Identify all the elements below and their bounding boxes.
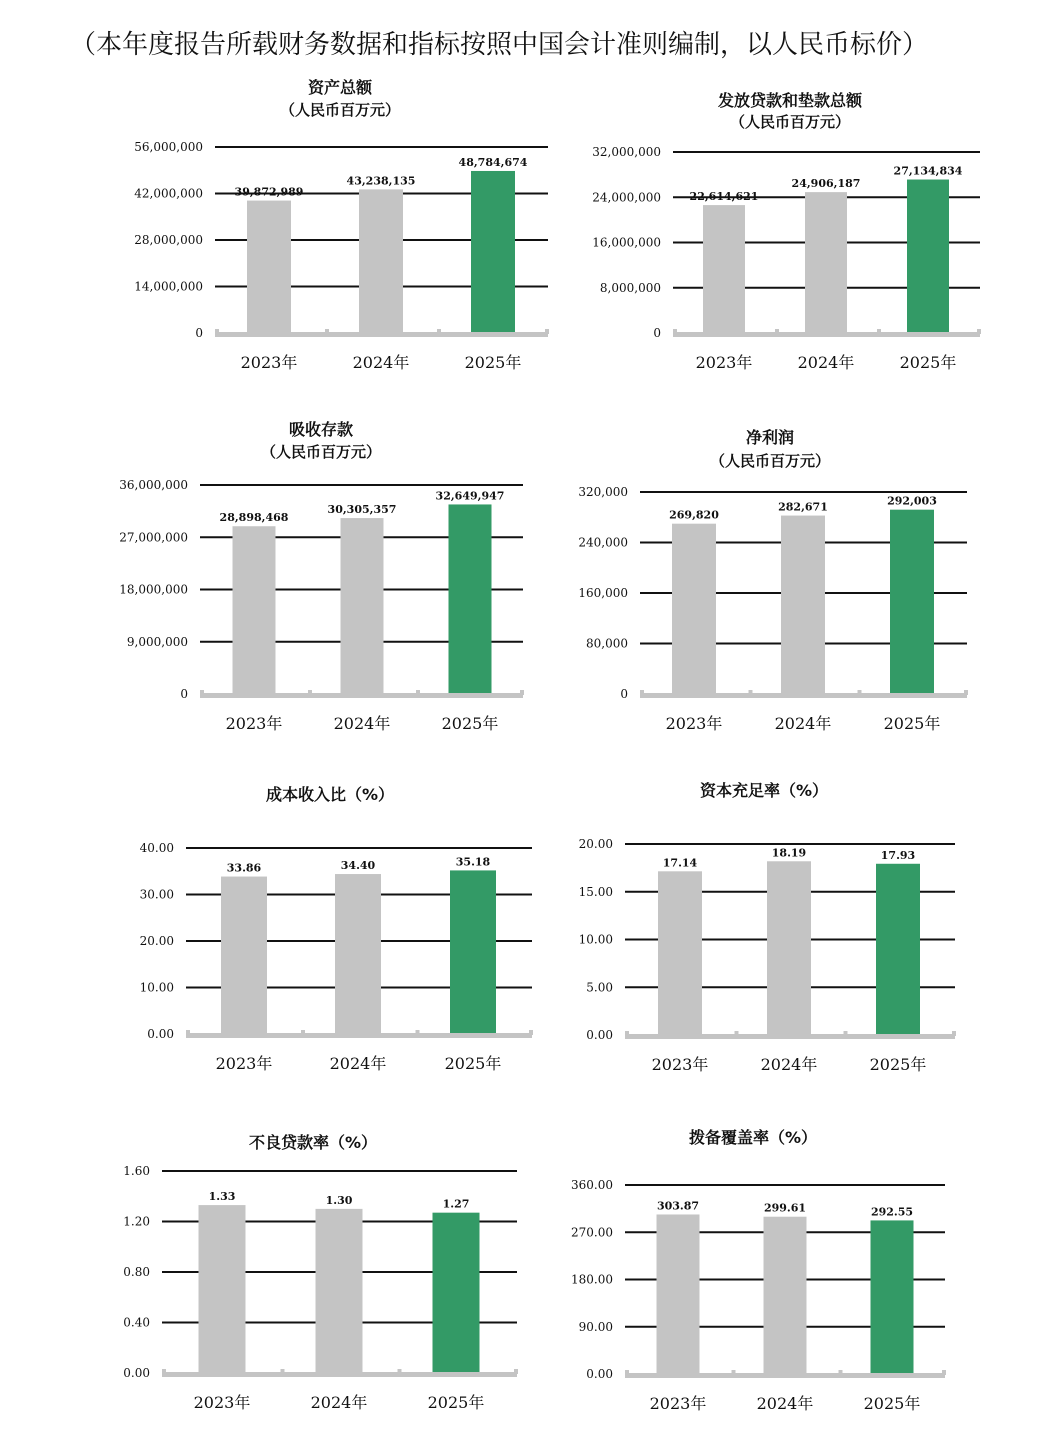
x-category-label: 2025年 xyxy=(869,1055,927,1074)
axis-tick-mark xyxy=(942,1370,946,1375)
axis-tick-mark xyxy=(735,1031,739,1036)
axis-tick-mark xyxy=(416,690,420,695)
x-axis-baseline xyxy=(625,1034,955,1039)
data-label: 43,238,135 xyxy=(346,174,416,188)
y-tick-label: 28,000,000 xyxy=(134,233,203,247)
data-label: 27,134,834 xyxy=(893,164,963,178)
bar-1 xyxy=(221,877,267,1034)
axis-tick-mark xyxy=(640,690,644,695)
x-category-label: 2024年 xyxy=(352,353,410,372)
x-category-label: 2023年 xyxy=(240,353,298,372)
chart-title: 净利润 xyxy=(745,428,795,447)
bar-3 xyxy=(876,864,920,1035)
axis-tick-mark xyxy=(952,1031,956,1036)
chart-subtitle: （人民币百万元） xyxy=(729,113,851,131)
chart-title: 发放贷款和垫款总额 xyxy=(717,91,863,110)
axis-tick-mark xyxy=(186,1030,190,1035)
bar-3 xyxy=(871,1220,914,1374)
data-label: 24,906,187 xyxy=(791,177,861,191)
y-tick-label: 10.00 xyxy=(139,980,174,995)
data-label: 1.33 xyxy=(208,1190,236,1204)
y-tick-label: 0.00 xyxy=(586,1367,613,1381)
bar-1 xyxy=(657,1214,700,1374)
y-tick-label: 10.00 xyxy=(578,932,613,947)
data-label: 18.19 xyxy=(771,846,807,860)
x-category-label: 2025年 xyxy=(883,714,941,733)
axis-tick-mark xyxy=(625,1031,629,1036)
y-tick-label: 180.00 xyxy=(571,1272,613,1287)
data-label: 48,784,674 xyxy=(458,155,528,169)
y-tick-label: 0.00 xyxy=(586,1028,613,1042)
y-tick-label: 0 xyxy=(653,326,661,340)
data-label: 17.14 xyxy=(662,856,698,870)
y-tick-label: 42,000,000 xyxy=(134,186,203,201)
x-category-label: 2024年 xyxy=(760,1055,818,1074)
data-label: 33.86 xyxy=(226,861,262,875)
axis-tick-mark xyxy=(625,1370,629,1375)
bar-3 xyxy=(907,180,949,333)
data-label: 269,820 xyxy=(669,508,719,522)
axis-tick-mark xyxy=(673,329,677,334)
x-category-label: 2025年 xyxy=(427,1393,485,1412)
axis-tick-mark xyxy=(162,1369,166,1374)
data-label: 39,872,989 xyxy=(234,185,304,199)
chart-subtitle: （人民币百万元） xyxy=(279,101,401,119)
y-tick-label: 30.00 xyxy=(139,887,174,902)
x-category-label: 2023年 xyxy=(225,714,283,733)
x-category-label: 2024年 xyxy=(756,1394,814,1413)
chart-title: 不良贷款率（%） xyxy=(248,1133,378,1152)
x-category-label: 2025年 xyxy=(863,1394,921,1413)
y-tick-label: 36,000,000 xyxy=(119,478,188,492)
axis-tick-mark xyxy=(281,1369,285,1374)
y-tick-label: 9,000,000 xyxy=(126,634,188,649)
data-label: 292.55 xyxy=(870,1205,914,1219)
y-tick-label: 20.00 xyxy=(139,934,174,948)
x-category-label: 2023年 xyxy=(649,1394,707,1413)
axis-tick-mark xyxy=(514,1369,518,1374)
bar-2 xyxy=(781,516,825,694)
axis-tick-mark xyxy=(520,690,524,695)
y-tick-label: 90.00 xyxy=(578,1319,613,1334)
x-category-label: 2024年 xyxy=(310,1393,368,1412)
bar-2 xyxy=(316,1209,363,1373)
y-tick-label: 0 xyxy=(180,687,188,701)
x-category-label: 2025年 xyxy=(464,353,522,372)
y-tick-label: 0.80 xyxy=(123,1265,150,1279)
y-tick-label: 14,000,000 xyxy=(134,279,203,294)
chart-title: 资产总额 xyxy=(307,78,373,97)
bar-1 xyxy=(247,201,291,333)
axis-tick-mark xyxy=(308,690,312,695)
y-tick-label: 320,000 xyxy=(578,485,628,499)
y-tick-label: 360.00 xyxy=(571,1178,613,1192)
x-axis-baseline xyxy=(673,332,980,337)
x-category-label: 2025年 xyxy=(444,1054,502,1073)
y-tick-label: 1.20 xyxy=(123,1214,150,1229)
x-category-label: 2023年 xyxy=(193,1393,251,1412)
axis-tick-mark xyxy=(877,329,881,334)
bar-1 xyxy=(233,526,276,694)
axis-tick-mark xyxy=(437,329,441,334)
bar-2 xyxy=(805,192,847,333)
bar-3 xyxy=(450,870,496,1034)
chart-title: 资本充足率（%） xyxy=(699,781,829,800)
y-tick-label: 0.00 xyxy=(123,1366,150,1380)
bar-3 xyxy=(433,1213,480,1373)
x-category-label: 2023年 xyxy=(665,714,723,733)
data-label: 35.18 xyxy=(455,855,491,869)
y-tick-label: 5.00 xyxy=(586,980,613,995)
data-label: 282,671 xyxy=(778,500,828,514)
bar-3 xyxy=(471,171,515,333)
bar-2 xyxy=(767,861,811,1035)
axis-tick-mark xyxy=(977,329,981,334)
axis-tick-mark xyxy=(545,329,549,334)
y-tick-label: 18,000,000 xyxy=(119,582,188,597)
x-category-label: 2023年 xyxy=(651,1055,709,1074)
y-tick-label: 40.00 xyxy=(139,841,174,855)
axis-tick-mark xyxy=(732,1370,736,1375)
y-tick-label: 160,000 xyxy=(578,586,628,600)
x-category-label: 2025年 xyxy=(441,714,499,733)
x-category-label: 2024年 xyxy=(797,353,855,372)
axis-tick-mark xyxy=(398,1369,402,1374)
data-label: 17.93 xyxy=(880,848,916,862)
y-tick-label: 56,000,000 xyxy=(134,140,203,154)
data-label: 1.27 xyxy=(442,1197,470,1211)
data-label: 299.61 xyxy=(763,1201,807,1215)
axis-tick-mark xyxy=(416,1030,420,1035)
axis-tick-mark xyxy=(215,329,219,334)
axis-tick-mark xyxy=(529,1030,533,1035)
y-tick-label: 0.00 xyxy=(147,1027,174,1041)
data-label: 28,898,468 xyxy=(219,511,289,525)
axis-tick-mark xyxy=(964,690,968,695)
y-tick-label: 240,000 xyxy=(578,535,628,550)
chart-subtitle: （人民币百万元） xyxy=(709,452,831,470)
x-axis-baseline xyxy=(640,693,967,698)
x-axis-baseline xyxy=(162,1372,517,1377)
bar-2 xyxy=(359,189,403,333)
axis-tick-mark xyxy=(325,329,329,334)
bar-1 xyxy=(658,871,702,1035)
chart-title: 拨备覆盖率（%） xyxy=(688,1128,818,1147)
x-axis-baseline xyxy=(200,693,523,698)
bar-2 xyxy=(764,1217,807,1374)
x-category-label: 2024年 xyxy=(774,714,832,733)
y-tick-label: 15.00 xyxy=(578,884,613,899)
axis-tick-mark xyxy=(200,690,204,695)
y-tick-label: 270.00 xyxy=(571,1225,613,1240)
chart-title: 成本收入比（%） xyxy=(265,785,395,804)
y-tick-label: 0 xyxy=(195,326,203,340)
x-category-label: 2024年 xyxy=(333,714,391,733)
bar-2 xyxy=(335,874,381,1034)
data-label: 22,614,621 xyxy=(689,190,759,204)
y-tick-label: 80,000 xyxy=(586,636,628,651)
axis-tick-mark xyxy=(858,690,862,695)
data-label: 1.30 xyxy=(325,1193,353,1207)
x-axis-baseline xyxy=(215,332,548,337)
bar-1 xyxy=(703,205,745,333)
y-tick-label: 0 xyxy=(620,687,628,701)
x-category-label: 2023年 xyxy=(695,353,753,372)
bar-1 xyxy=(672,524,716,694)
y-tick-label: 0.40 xyxy=(123,1315,150,1330)
page-title: （本年度报告所载财务数据和指标按照中国会计准则编制，以人民币标价） xyxy=(70,30,929,60)
y-tick-label: 8,000,000 xyxy=(599,280,661,295)
x-axis-baseline xyxy=(186,1033,532,1038)
x-axis-baseline xyxy=(625,1373,945,1378)
data-label: 32,649,947 xyxy=(435,489,505,503)
bar-2 xyxy=(341,518,384,694)
y-tick-label: 1.60 xyxy=(123,1164,150,1178)
x-category-label: 2023年 xyxy=(215,1054,273,1073)
data-label: 292,003 xyxy=(887,494,937,508)
data-label: 30,305,357 xyxy=(327,503,397,517)
data-label: 34.40 xyxy=(340,859,376,873)
y-tick-label: 32,000,000 xyxy=(592,145,661,159)
axis-tick-mark xyxy=(844,1031,848,1036)
y-tick-label: 27,000,000 xyxy=(119,530,188,545)
bar-1 xyxy=(199,1205,246,1373)
x-category-label: 2025年 xyxy=(899,353,957,372)
y-tick-label: 24,000,000 xyxy=(592,190,661,205)
y-tick-label: 20.00 xyxy=(578,837,613,851)
axis-tick-mark xyxy=(775,329,779,334)
axis-tick-mark xyxy=(839,1370,843,1375)
axis-tick-mark xyxy=(301,1030,305,1035)
x-category-label: 2024年 xyxy=(329,1054,387,1073)
bar-3 xyxy=(449,504,492,694)
bar-3 xyxy=(890,510,934,694)
chart-title: 吸收存款 xyxy=(288,420,354,439)
chart-subtitle: （人民币百万元） xyxy=(260,443,382,461)
axis-tick-mark xyxy=(749,690,753,695)
y-tick-label: 16,000,000 xyxy=(592,235,661,250)
data-label: 303.87 xyxy=(656,1199,700,1213)
